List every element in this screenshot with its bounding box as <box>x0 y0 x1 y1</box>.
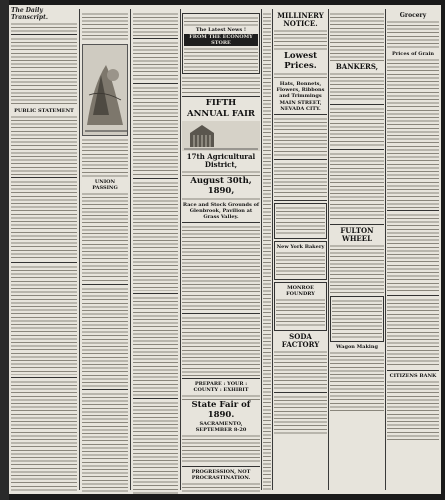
grocery-heading: Grocery <box>399 12 427 19</box>
column-rule <box>385 9 386 490</box>
newspaper-page <box>9 5 441 494</box>
column-rule <box>272 9 273 490</box>
millinery-notice: MILLINERY NOTICE. <box>277 11 324 28</box>
citizens-bank: CITIZENS BANK <box>389 373 437 379</box>
column-rule <box>180 9 181 490</box>
binding-gutter <box>0 0 9 500</box>
ad-headline: The Latest News ! <box>195 27 247 33</box>
state-fair-location: SACRAMENTO, SEPTEMBER 8-20 <box>195 421 247 433</box>
pavilion-illustration <box>182 121 260 151</box>
engraving-illustration <box>82 44 128 136</box>
lowest-prices: Lowest Prices. <box>283 51 318 71</box>
ad-box <box>182 13 260 74</box>
fair-grounds: Race and Stock Grounds of Glenbrook, Pavilion at Grass Valley. <box>182 202 260 220</box>
column-rule <box>130 9 131 490</box>
fair-fifth: FIFTH <box>205 98 237 108</box>
masthead-title: The Daily Transcript. <box>11 7 48 21</box>
wagon-making: Wagon Making <box>336 344 378 350</box>
millinery-street: MAIN STREET, NEVADA CITY. <box>279 100 322 112</box>
fair-date: August 30th, 1890, <box>190 176 252 196</box>
column-3 <box>133 11 178 494</box>
new-york-bakery: New York Bakery <box>276 244 325 250</box>
fair-district: 17th Agricultural District, <box>186 152 256 169</box>
column-2: UNION PASSING <box>82 11 128 494</box>
state-fair: State Fair of 1890. <box>191 400 251 420</box>
column-rule <box>328 9 329 490</box>
fair-announcement <box>182 99 260 494</box>
soda-factory: SODA FACTORY <box>281 332 320 349</box>
ad-subhead: FROM THE ECONOMY STORE <box>184 34 258 46</box>
column-rule <box>261 9 262 490</box>
column-4 <box>182 11 260 494</box>
column-7 <box>330 11 384 494</box>
monroe-foundry: MONROE FOUNDRY <box>286 285 315 297</box>
fair-annual: ANNUAL FAIR <box>187 108 255 119</box>
hats-bonnets: Hats, Bonnets, Flowers, Ribbons and Trimmings <box>276 81 325 99</box>
fulton-wheel: FULTON WHEEL <box>340 226 374 243</box>
column-rule <box>79 9 80 490</box>
column-6 <box>274 11 327 494</box>
column-1: The Daily Transcript. PUBLIC STATEMENT <box>11 7 77 491</box>
progression: PROGRESSION, NOT PROCRASTINATION. <box>191 469 251 481</box>
bankers: BANKERS, <box>335 62 379 71</box>
column-narrow <box>263 11 271 494</box>
column-8 <box>387 11 439 494</box>
grain-prices-title: Prices of Grain <box>392 51 434 57</box>
fair-prepare: PREPARE : YOUR : COUNTY : EXHIBIT <box>193 381 249 393</box>
